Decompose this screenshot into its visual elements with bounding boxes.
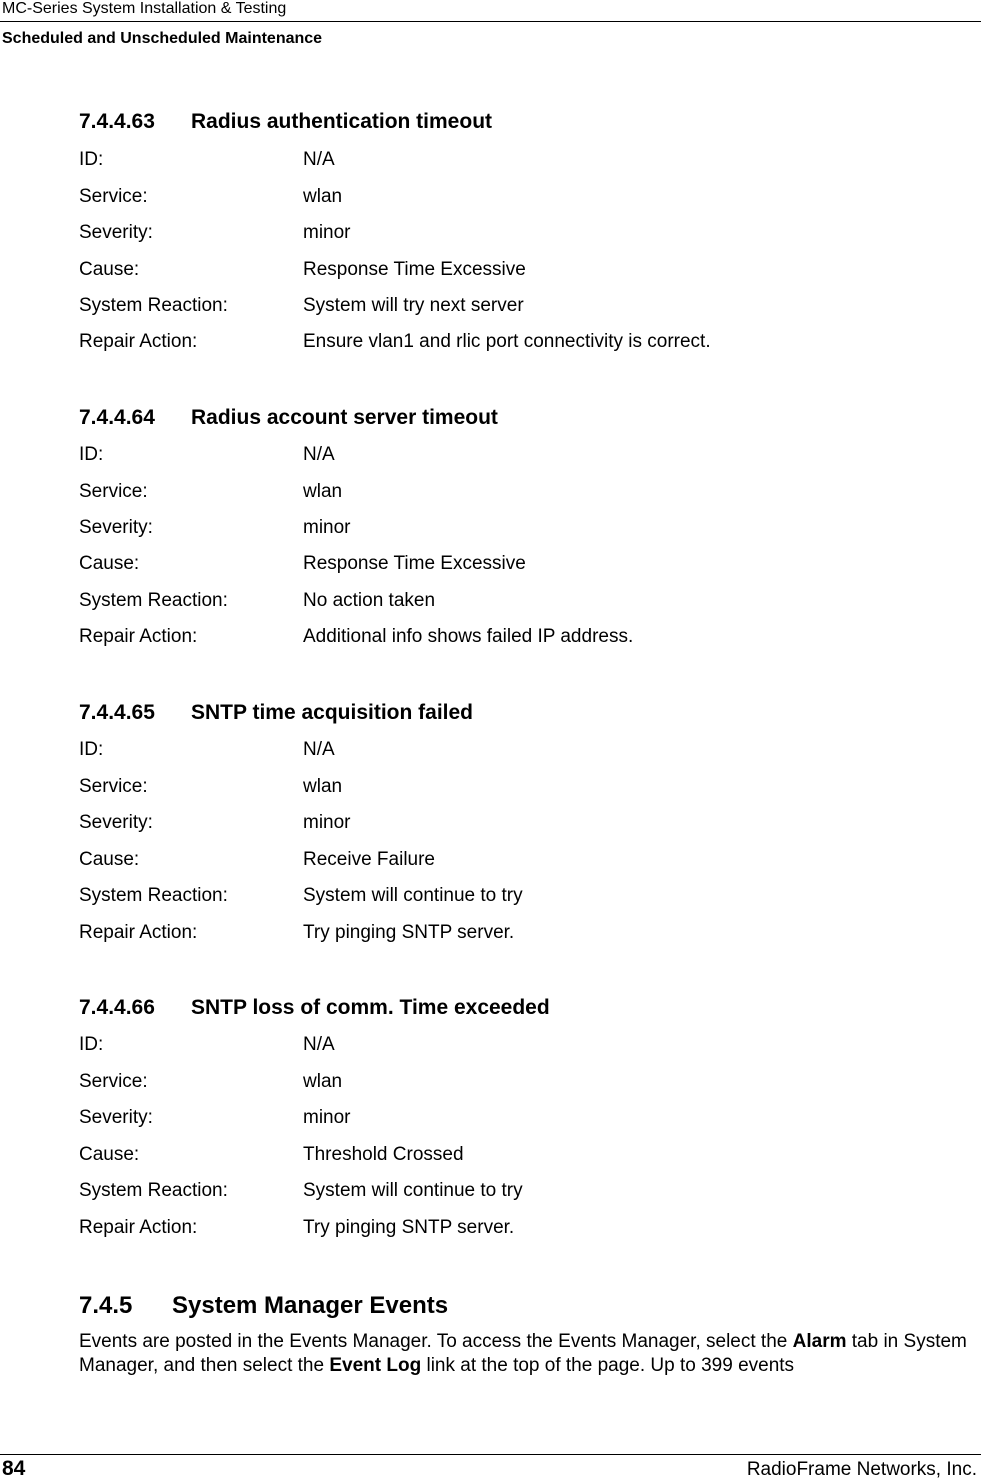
- field-value: System will continue to try: [303, 1180, 523, 1201]
- field-value: Ensure vlan1 and rlic port connectivity is correct.: [303, 331, 711, 352]
- field-value: Try pinging SNTP server.: [303, 922, 515, 943]
- field-value: minor: [303, 222, 351, 243]
- field-value: wlan: [303, 1071, 343, 1092]
- field-row-severity: [79, 1106, 351, 1130]
- subsection-heading: [79, 1291, 448, 1321]
- section-title-text: Radius account server timeout: [191, 406, 498, 429]
- field-value: Response Time Excessive: [303, 553, 526, 574]
- field-value: wlan: [303, 481, 343, 502]
- field-row-cause: [79, 258, 526, 282]
- field-row-repair-action: [79, 625, 633, 649]
- field-row-cause: [79, 1143, 464, 1167]
- field-label: ID:: [79, 444, 104, 465]
- event-log-link-reference: Event Log: [329, 1355, 422, 1376]
- field-row-system-reaction: [79, 884, 523, 908]
- field-value: Response Time Excessive: [303, 259, 526, 280]
- field-label: System Reaction:: [79, 295, 228, 316]
- field-value: Additional info shows failed IP address.: [303, 626, 634, 647]
- field-value: wlan: [303, 776, 343, 797]
- field-row-system-reaction: [79, 1179, 523, 1203]
- field-row-system-reaction: [79, 294, 524, 318]
- field-row-id: [79, 1033, 335, 1057]
- field-value: wlan: [303, 186, 343, 207]
- section-number: 7.4.4.64: [79, 406, 155, 429]
- page-number: 84: [2, 1457, 26, 1480]
- field-row-id: [79, 738, 335, 762]
- field-label: Service:: [79, 1071, 148, 1092]
- field-value: N/A: [303, 444, 335, 465]
- field-value: System will try next server: [303, 295, 524, 316]
- para-text: Events are posted in the Events Manager. To access the Events Manager, select the: [79, 1331, 793, 1352]
- field-label: Service:: [79, 776, 148, 797]
- body-paragraph: [79, 1330, 969, 1378]
- field-label: Service:: [79, 481, 148, 502]
- section-heading: [79, 995, 550, 1021]
- field-row-cause: [79, 552, 526, 576]
- field-label: Severity:: [79, 222, 153, 243]
- field-row-cause: [79, 848, 435, 872]
- footer-divider: [0, 1454, 981, 1455]
- section-title-text: SNTP time acquisition failed: [191, 701, 474, 724]
- section-heading: [79, 109, 492, 135]
- running-header-title: MC-Series System Installation & Testing: [2, 0, 287, 17]
- field-label: Cause:: [79, 259, 140, 280]
- field-row-service: [79, 1070, 342, 1094]
- field-label: System Reaction:: [79, 1180, 228, 1201]
- field-value: System will continue to try: [303, 885, 523, 906]
- para-text: tab in System Manager, and then select the: [79, 1331, 967, 1376]
- subsection-number: 7.4.5: [79, 1292, 133, 1319]
- field-row-system-reaction: [79, 589, 435, 613]
- field-label: Repair Action:: [79, 922, 198, 943]
- field-label: ID:: [79, 739, 104, 760]
- field-value: N/A: [303, 739, 335, 760]
- section-title-text: Radius authentication timeout: [191, 110, 493, 133]
- field-row-id: [79, 443, 335, 467]
- section-number: 7.4.4.65: [79, 701, 155, 724]
- field-row-id: [79, 148, 335, 172]
- field-value: N/A: [303, 1034, 335, 1055]
- field-value: minor: [303, 517, 351, 538]
- field-row-service: [79, 480, 342, 504]
- field-label: Repair Action:: [79, 1217, 198, 1238]
- field-row-repair-action: [79, 921, 514, 945]
- field-label: Service:: [79, 186, 148, 207]
- field-value: N/A: [303, 149, 335, 170]
- field-row-repair-action: [79, 330, 711, 354]
- field-label: Severity:: [79, 517, 153, 538]
- field-row-severity: [79, 811, 351, 835]
- field-label: Severity:: [79, 812, 153, 833]
- field-row-repair-action: [79, 1216, 514, 1240]
- field-label: System Reaction:: [79, 590, 228, 611]
- company-name: RadioFrame Networks, Inc.: [746, 1459, 977, 1480]
- field-label: Cause:: [79, 553, 140, 574]
- section-heading: [79, 700, 473, 726]
- field-row-service: [79, 775, 342, 799]
- field-label: Repair Action:: [79, 331, 198, 352]
- field-value: Receive Failure: [303, 849, 435, 870]
- field-row-severity: [79, 516, 351, 540]
- chapter-title: Scheduled and Unscheduled Maintenance: [2, 30, 323, 47]
- field-value: No action taken: [303, 590, 436, 611]
- field-value: minor: [303, 812, 351, 833]
- field-value: minor: [303, 1107, 351, 1128]
- section-number: 7.4.4.63: [79, 110, 155, 133]
- field-row-service: [79, 185, 342, 209]
- alarm-tab-reference: Alarm: [792, 1331, 847, 1352]
- para-text: link at the top of the page. Up to 399 events: [421, 1355, 795, 1376]
- field-label: Repair Action:: [79, 626, 198, 647]
- field-label: ID:: [79, 149, 104, 170]
- field-label: System Reaction:: [79, 885, 228, 906]
- section-heading: [79, 405, 498, 431]
- section-number: 7.4.4.66: [79, 996, 155, 1019]
- field-value: Try pinging SNTP server.: [303, 1217, 515, 1238]
- header-divider: [0, 21, 981, 22]
- field-row-severity: [79, 221, 351, 245]
- field-value: Threshold Crossed: [303, 1144, 464, 1165]
- subsection-title-text: System Manager Events: [172, 1292, 449, 1319]
- field-label: ID:: [79, 1034, 104, 1055]
- section-title-text: SNTP loss of comm. Time exceeded: [191, 996, 550, 1019]
- field-label: Cause:: [79, 849, 140, 870]
- field-label: Severity:: [79, 1107, 153, 1128]
- field-label: Cause:: [79, 1144, 140, 1165]
